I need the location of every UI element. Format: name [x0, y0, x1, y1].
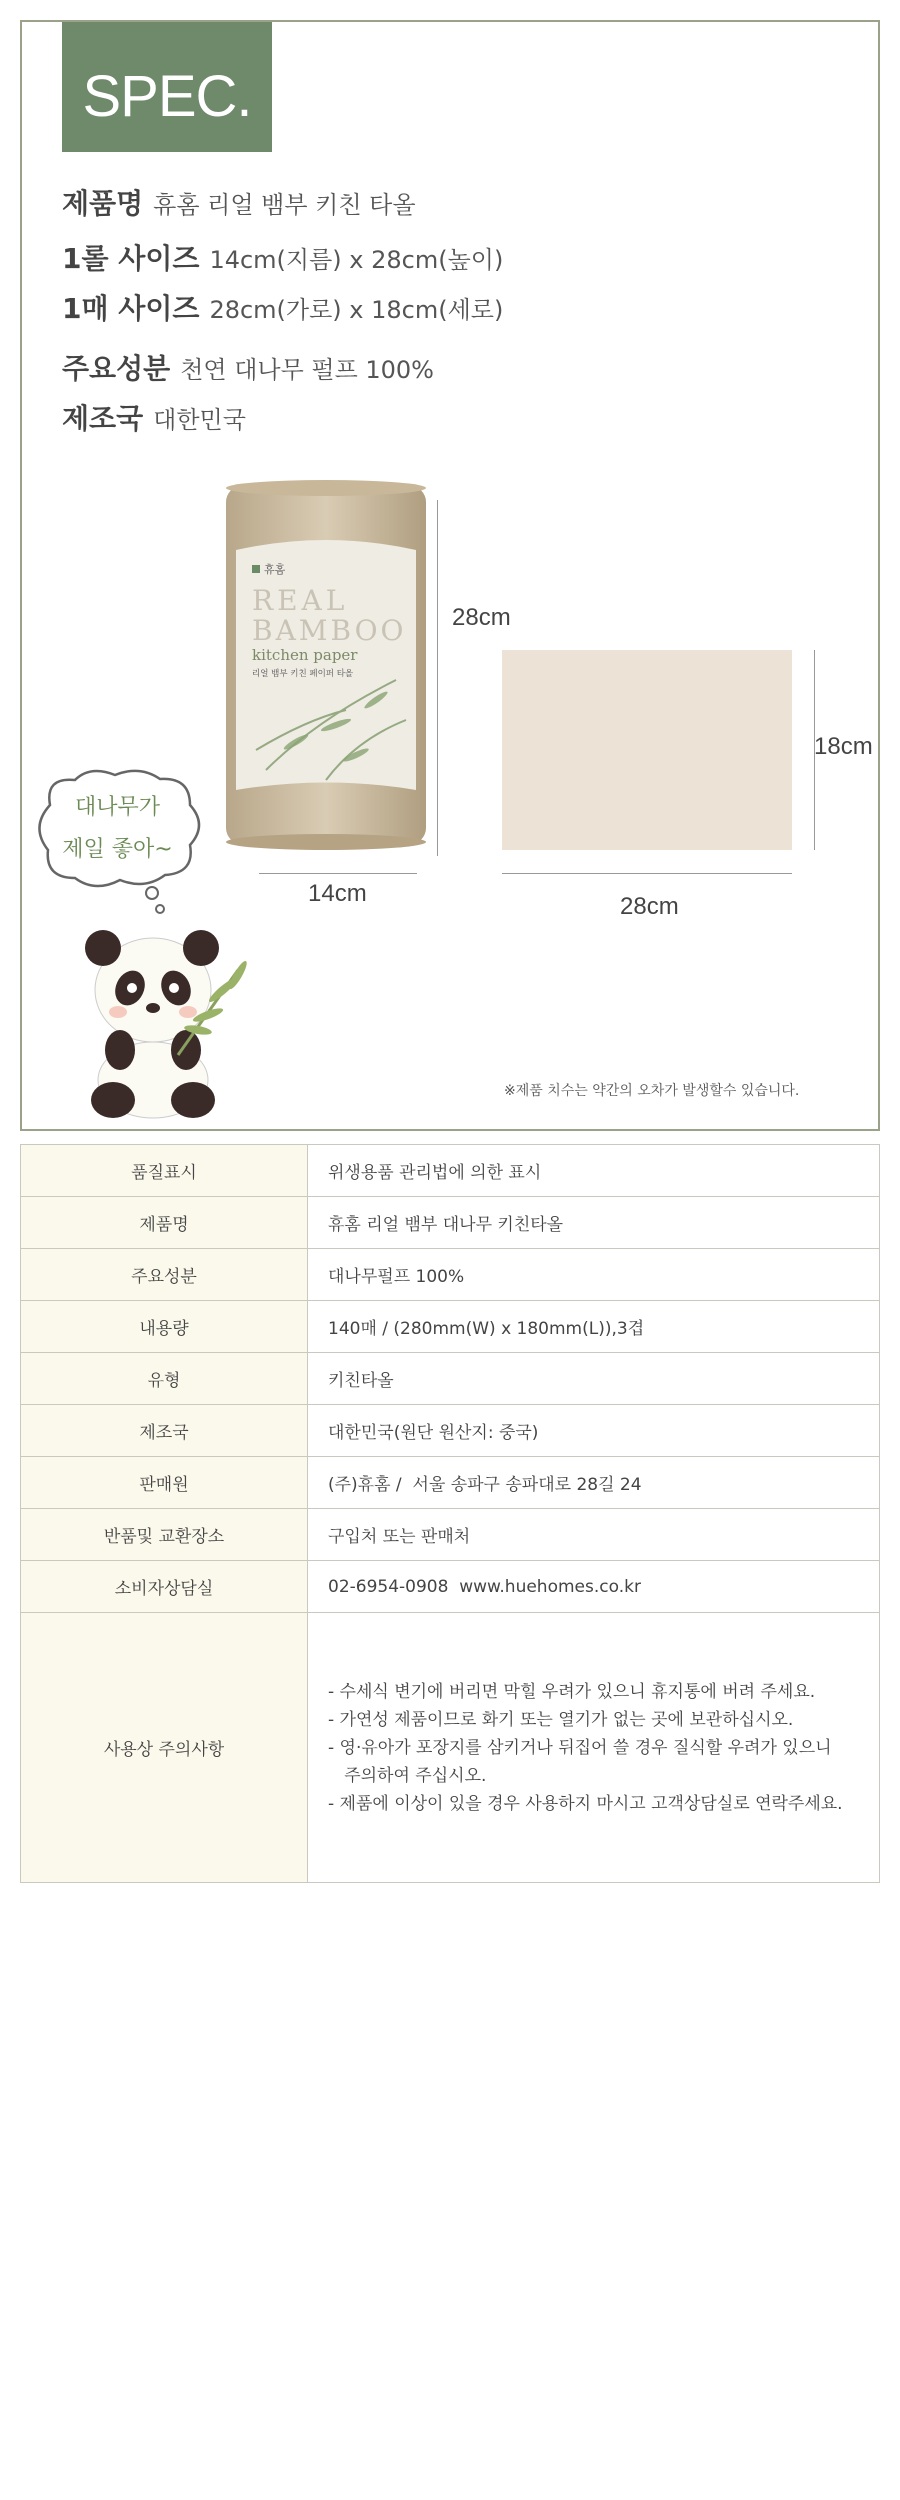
table-row	[21, 1197, 880, 1249]
sheet-width-label: 28cm	[620, 893, 679, 920]
caution-line: - 가연성 제품이므로 화기 또는 열기가 없는 곳에 보관하십시오.	[328, 1709, 794, 1730]
spec-label: 1롤 사이즈	[62, 242, 200, 275]
spec-row-sheet-size	[62, 287, 503, 327]
table-key: 사용상 주의사항	[21, 1613, 308, 1883]
table-value: 140매 / (280mm(W) x 180mm(L)),3겹	[308, 1301, 880, 1353]
spec-row-roll-size	[62, 237, 503, 277]
table-row	[21, 1457, 880, 1509]
table-key: 반품및 교환장소	[21, 1509, 308, 1561]
table-value: 휴홈 리얼 뱀부 대나무 키친타올	[308, 1197, 880, 1249]
spec-label: 제조국	[62, 402, 144, 435]
spec-label: 주요성분	[62, 352, 171, 385]
product-roll-image	[226, 480, 426, 850]
caution-line: 주의하여 주십시오.	[328, 1765, 487, 1786]
table-value: 대한민국(원단 원산지: 중국)	[308, 1405, 880, 1457]
spec-row-origin	[62, 397, 246, 437]
table-row	[21, 1509, 880, 1561]
spec-row-ingredients	[62, 347, 434, 387]
table-value: 구입처 또는 판매처	[308, 1509, 880, 1561]
roll-height-line	[437, 500, 438, 856]
title-line2: BAMBOO	[252, 614, 407, 647]
brand-text: 휴홈	[264, 563, 286, 576]
table-value: (주)휴홈 / 서울 송파구 송파대로 28길 24	[308, 1457, 880, 1509]
table-key: 소비자상담실	[21, 1561, 308, 1613]
spec-row-product-name	[62, 182, 416, 222]
spec-tab: SPEC.	[62, 22, 272, 152]
speech-bubble-text	[30, 787, 205, 871]
table-key: 제품명	[21, 1197, 308, 1249]
roll-width-line	[259, 873, 417, 874]
spec-value: 대한민국	[153, 406, 246, 434]
caution-line: - 영·유아가 포장지를 삼키거나 뒤집어 쓸 경우 질식할 우려가 있으니	[328, 1737, 832, 1758]
panda-illustration	[78, 930, 258, 1120]
table-key: 주요성분	[21, 1249, 308, 1301]
table-key: 제조국	[21, 1405, 308, 1457]
title-line1: REAL	[252, 584, 349, 617]
roll-height-label: 28cm	[452, 604, 511, 631]
sheet-width-line	[502, 873, 792, 874]
sheet-height-label: 18cm	[814, 733, 873, 760]
table-row	[21, 1301, 880, 1353]
spec-label: 제품명	[62, 187, 144, 220]
tolerance-note: ※제품 치수는 약간의 오차가 발생할수 있습니다.	[504, 1083, 800, 1099]
roll-width-label: 14cm	[308, 880, 367, 907]
table-value: 키친타올	[308, 1353, 880, 1405]
table-value: 대나무펄프 100%	[308, 1249, 880, 1301]
sheet-image	[502, 650, 792, 850]
table-key: 내용량	[21, 1301, 308, 1353]
table-row-caution	[21, 1613, 880, 1883]
table-key: 판매원	[21, 1457, 308, 1509]
spec-value: 28cm(가로) x 18cm(세로)	[209, 296, 504, 324]
table-value: 02-6954-0908 www.huehomes.co.kr	[308, 1561, 880, 1613]
spec-value: 휴홈 리얼 뱀부 키친 타올	[153, 191, 416, 219]
table-key: 유형	[21, 1353, 308, 1405]
table-row	[21, 1145, 880, 1197]
table-value-caution	[308, 1613, 880, 1883]
subtitle-text: kitchen paper	[252, 646, 358, 664]
caution-line: - 수세식 변기에 버리면 막힐 우려가 있으니 휴지통에 버려 주세요.	[328, 1681, 816, 1702]
speech-line-2: 제일 좋아~	[62, 837, 173, 862]
table-value: 위생용품 관리법에 의한 표시	[308, 1145, 880, 1197]
table-key: 품질표시	[21, 1145, 308, 1197]
caution-line: - 제품에 이상이 있을 경우 사용하지 마시고 고객상담실로 연락주세요.	[328, 1793, 843, 1814]
korean-name-text: 리얼 뱀부 키친 페이퍼 타올	[252, 669, 354, 679]
product-info-table	[20, 1144, 880, 1883]
spec-value: 14cm(지름) x 28cm(높이)	[209, 246, 504, 274]
table-row	[21, 1353, 880, 1405]
table-row	[21, 1561, 880, 1613]
speech-line-1: 대나무가	[74, 795, 160, 820]
spec-value: 천연 대나무 펄프 100%	[180, 356, 434, 384]
spec-label: 1매 사이즈	[62, 292, 200, 325]
table-row	[21, 1249, 880, 1301]
table-row	[21, 1405, 880, 1457]
